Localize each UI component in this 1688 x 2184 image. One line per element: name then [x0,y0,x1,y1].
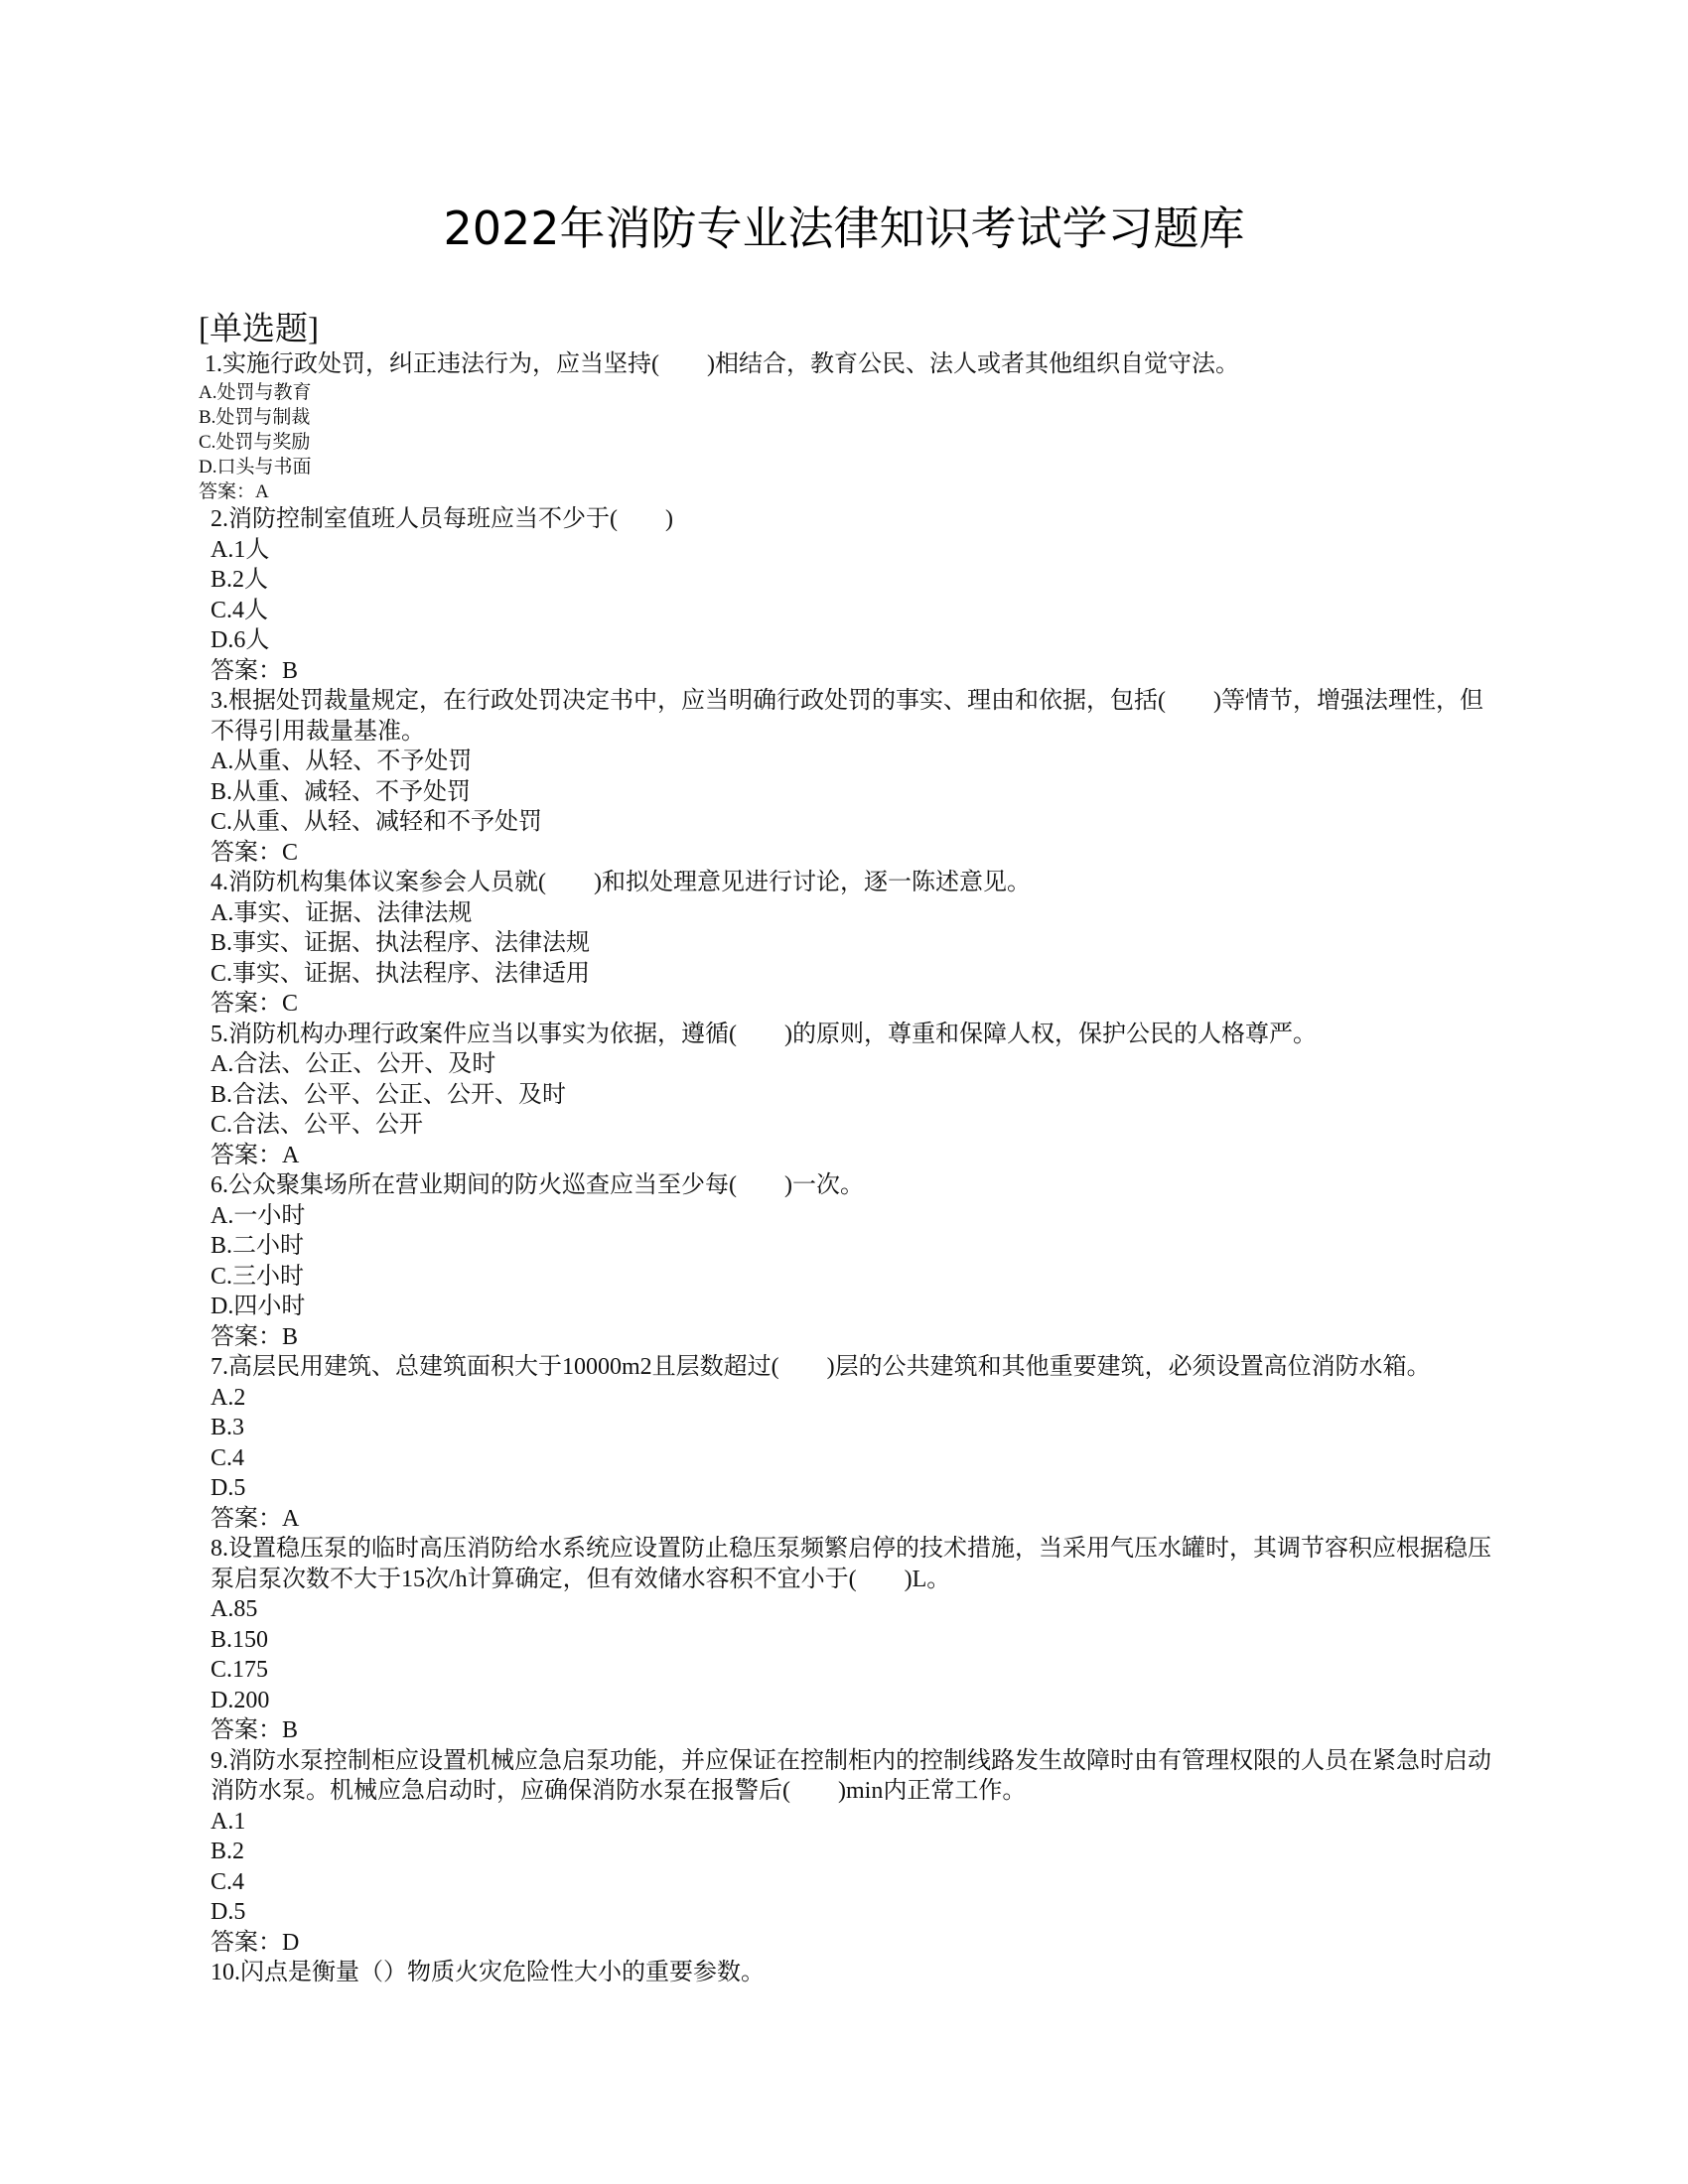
question-stem: 3.根据处罚裁量规定，在行政处罚决定书中，应当明确行政处罚的事实、理由和依据，包括( )等情节，增强法理性，但不得引用裁量基准。 [211,688,1483,745]
option-a: A.一小时 [211,1202,306,1229]
option-a: A.从重、从轻、不予处罚 [211,749,473,774]
answer: 答案：B [211,657,299,684]
option-a: A.85 [211,1596,258,1622]
option-b: B.处罚与制裁 [199,407,311,428]
section-label: [单选题] [199,312,319,347]
question-stem: 6.公众聚集场所在营业期间的防火巡查应当至少每( )一次。 [211,1172,864,1198]
option-c: C.从重、从轻、减轻和不予处罚 [211,809,543,835]
option-b: B.2 [211,1839,245,1864]
option-c: C.175 [211,1657,269,1683]
option-b: B.2人 [211,567,269,593]
question-stem: 1.实施行政处罚，纠正违法行为，应当坚持( )相结合，教育公民、法人或者其他组织自觉守法。 [205,351,1239,377]
answer: 答案：C [211,839,299,866]
question-5 [211,1020,1491,1171]
option-c: C.处罚与奖励 [199,432,311,453]
option-b: B.3 [211,1415,245,1440]
question-stem: 2.消防控制室值班人员每班应当不少于( ) [211,506,673,532]
answer: 答案：A [211,1142,300,1168]
question-stem: 10.闪点是衡量（）物质火灾危险性大小的重要参数。 [211,1960,765,1985]
question-8 [211,1534,1491,1746]
option-b: B.事实、证据、执法程序、法律法规 [211,930,591,956]
answer: 答案：B [211,1323,299,1350]
question-stem: 4.消防机构集体议案参会人员就( )和拟处理意见进行讨论，逐一陈述意见。 [211,870,1031,895]
option-c: C.4 [211,1444,245,1471]
option-d: D.5 [211,1475,246,1501]
answer: 答案：C [211,991,299,1017]
option-a: A.合法、公正、公开、及时 [211,1051,496,1077]
option-c: C.4人 [211,597,269,623]
option-a: A.1 [211,1808,246,1835]
option-a: A.2 [211,1384,246,1411]
question-6 [211,1170,1491,1352]
option-b: B.合法、公平、公正、公开、及时 [211,1081,567,1108]
question-1 [199,348,1495,504]
question-list [211,504,1491,1988]
answer: 答案：A [211,1505,300,1532]
question-stem: 5.消防机构办理行政案件应当以事实为依据，遵循( )的原则，尊重和保障人权，保护公民的人格尊严。 [211,1021,1317,1047]
question-stem: 9.消防水泵控制柜应设置机械应急启泵功能，并应保证在控制柜内的控制线路发生故障时由有管理权限的人员在紧急时启动消防水泵。机械应急启动时，应确保消防水泵在报警后( )min内正常工作。 [211,1747,1491,1804]
answer: 答案：B [211,1717,299,1743]
option-b: B.二小时 [211,1233,305,1259]
question-stem: 7.高层民用建筑、总建筑面积大于10000m2且层数超过( )层的公共建筑和其他重要建筑，必须设置高位消防水箱。 [211,1354,1431,1380]
option-c: C.事实、证据、执法程序、法律适用 [211,960,591,987]
option-b: B.150 [211,1626,269,1653]
option-a: A.1人 [211,536,270,563]
option-d: D.6人 [211,627,270,653]
option-c: C.合法、公平、公开 [211,1112,424,1138]
question-9 [211,1746,1491,1959]
option-c: C.三小时 [211,1263,305,1290]
option-d: D.口头与书面 [199,457,312,478]
option-d: D.四小时 [211,1294,306,1319]
question-3 [211,686,1491,868]
option-a: A.事实、证据、法律法规 [211,899,473,926]
option-b: B.从重、减轻、不予处罚 [211,778,472,805]
question-7 [211,1352,1491,1534]
answer: 答案：D [211,1929,300,1956]
document-title: 2022年消防专业法律知识考试学习题库 [443,202,1245,255]
option-c: C.4 [211,1868,245,1895]
question-2 [211,504,1491,686]
option-d: D.5 [211,1899,246,1925]
question-10 [211,1958,1491,1988]
question-stem: 8.设置稳压泵的临时高压消防给水系统应设置防止稳压泵频繁启停的技术措施，当采用气压水罐时，其调节容积应根据稳压泵启泵次数不大于15次/h计算确定，但有效储水容积不宜小于( )L。 [211,1536,1491,1592]
option-a: A.处罚与教育 [199,382,312,403]
question-4 [211,868,1491,1020]
option-d: D.200 [211,1687,270,1713]
answer: 答案：A [199,481,269,502]
